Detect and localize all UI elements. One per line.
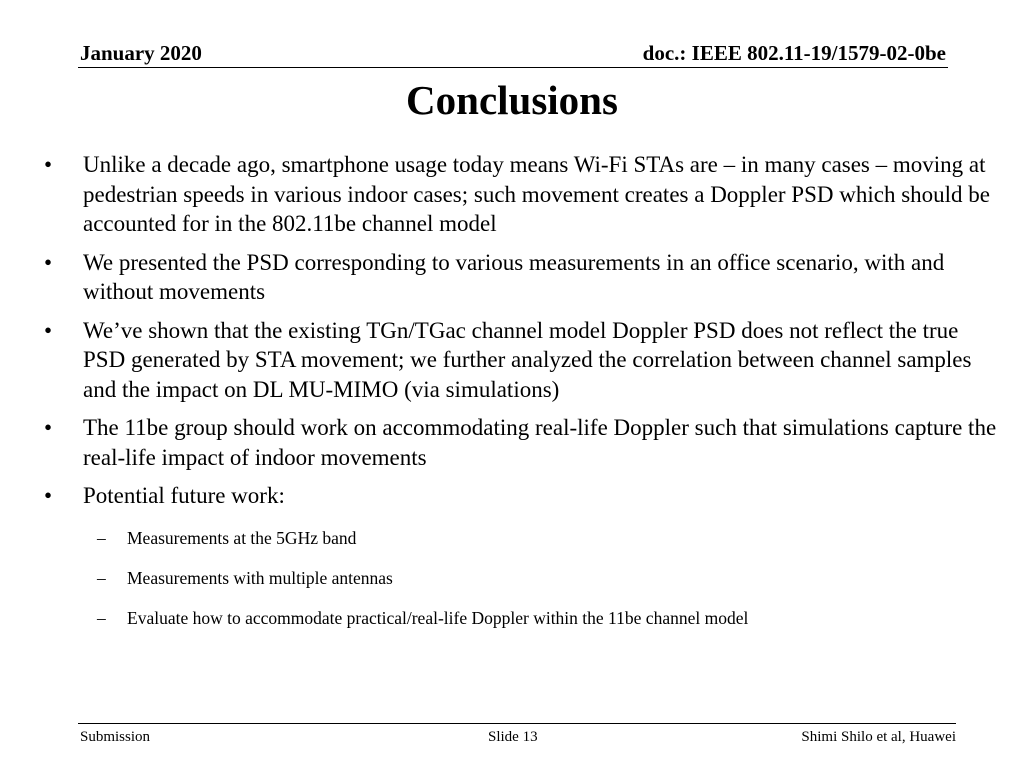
- header-doc-id: doc.: IEEE 802.11-19/1579-02-0be: [642, 41, 946, 65]
- bullet-dot-icon: •: [44, 415, 53, 440]
- bullet-dot-icon: •: [44, 317, 53, 343]
- slide-content: [40, 150, 1000, 647]
- bullet-text: We’ve shown that the existing TGn/TGac channel model Doppler PSD does not reflect the true PSD generated by STA movement; we further analyzed the correlation between channel samples and the impact on DL MU-MIMO (via simulations): [83, 317, 972, 402]
- dash-icon: –: [97, 527, 106, 548]
- bullet-text: We presented the PSD corresponding to various measurements in an office scenario, with and without movements: [83, 249, 945, 304]
- footer-slide-number: Slide 13: [488, 729, 538, 745]
- bullet-item: [40, 413, 1000, 472]
- bullet-item: [40, 316, 1000, 405]
- footer-divider: [78, 723, 956, 724]
- sub-bullet-text: Measurements with multiple antennas: [127, 567, 393, 588]
- bullet-text: Unlike a decade ago, smartphone usage today means Wi-Fi STAs are – in many cases – moving at pedestrian speeds in various indoor cases; such movement creates a Doppler PSD which should be accounted for in the 802.11be channel model: [83, 152, 991, 236]
- dash-icon: –: [97, 567, 106, 588]
- bullet-item: [40, 248, 1000, 307]
- header-divider: [78, 67, 948, 68]
- header-date: January 2020: [80, 41, 202, 65]
- sub-bullet-item: [40, 567, 1000, 589]
- bullet-dot-icon: •: [44, 483, 53, 508]
- footer-author: Shimi Shilo et al, Huawei: [801, 729, 956, 745]
- bullet-item: [40, 150, 1000, 239]
- bullet-dot-icon: •: [44, 152, 53, 177]
- dash-icon: –: [97, 607, 106, 628]
- future-work-list: [40, 527, 1000, 629]
- slide-title: Conclusions: [406, 77, 618, 123]
- bullet-item: [40, 481, 1000, 511]
- sub-bullet-text: Evaluate how to accommodate practical/real-life Doppler within the 11be channel model: [127, 607, 749, 628]
- bullet-text: The 11be group should work on accommodating real-life Doppler such that simulations capture the real-life impact of indoor movements: [83, 415, 997, 470]
- footer-submission: Submission: [80, 729, 151, 745]
- bullet-dot-icon: •: [44, 249, 53, 275]
- sub-bullet-item: [40, 607, 1000, 629]
- bullet-text: Potential future work:: [83, 483, 285, 508]
- sub-bullet-text: Measurements at the 5GHz band: [127, 527, 357, 548]
- sub-bullet-item: [40, 527, 1000, 549]
